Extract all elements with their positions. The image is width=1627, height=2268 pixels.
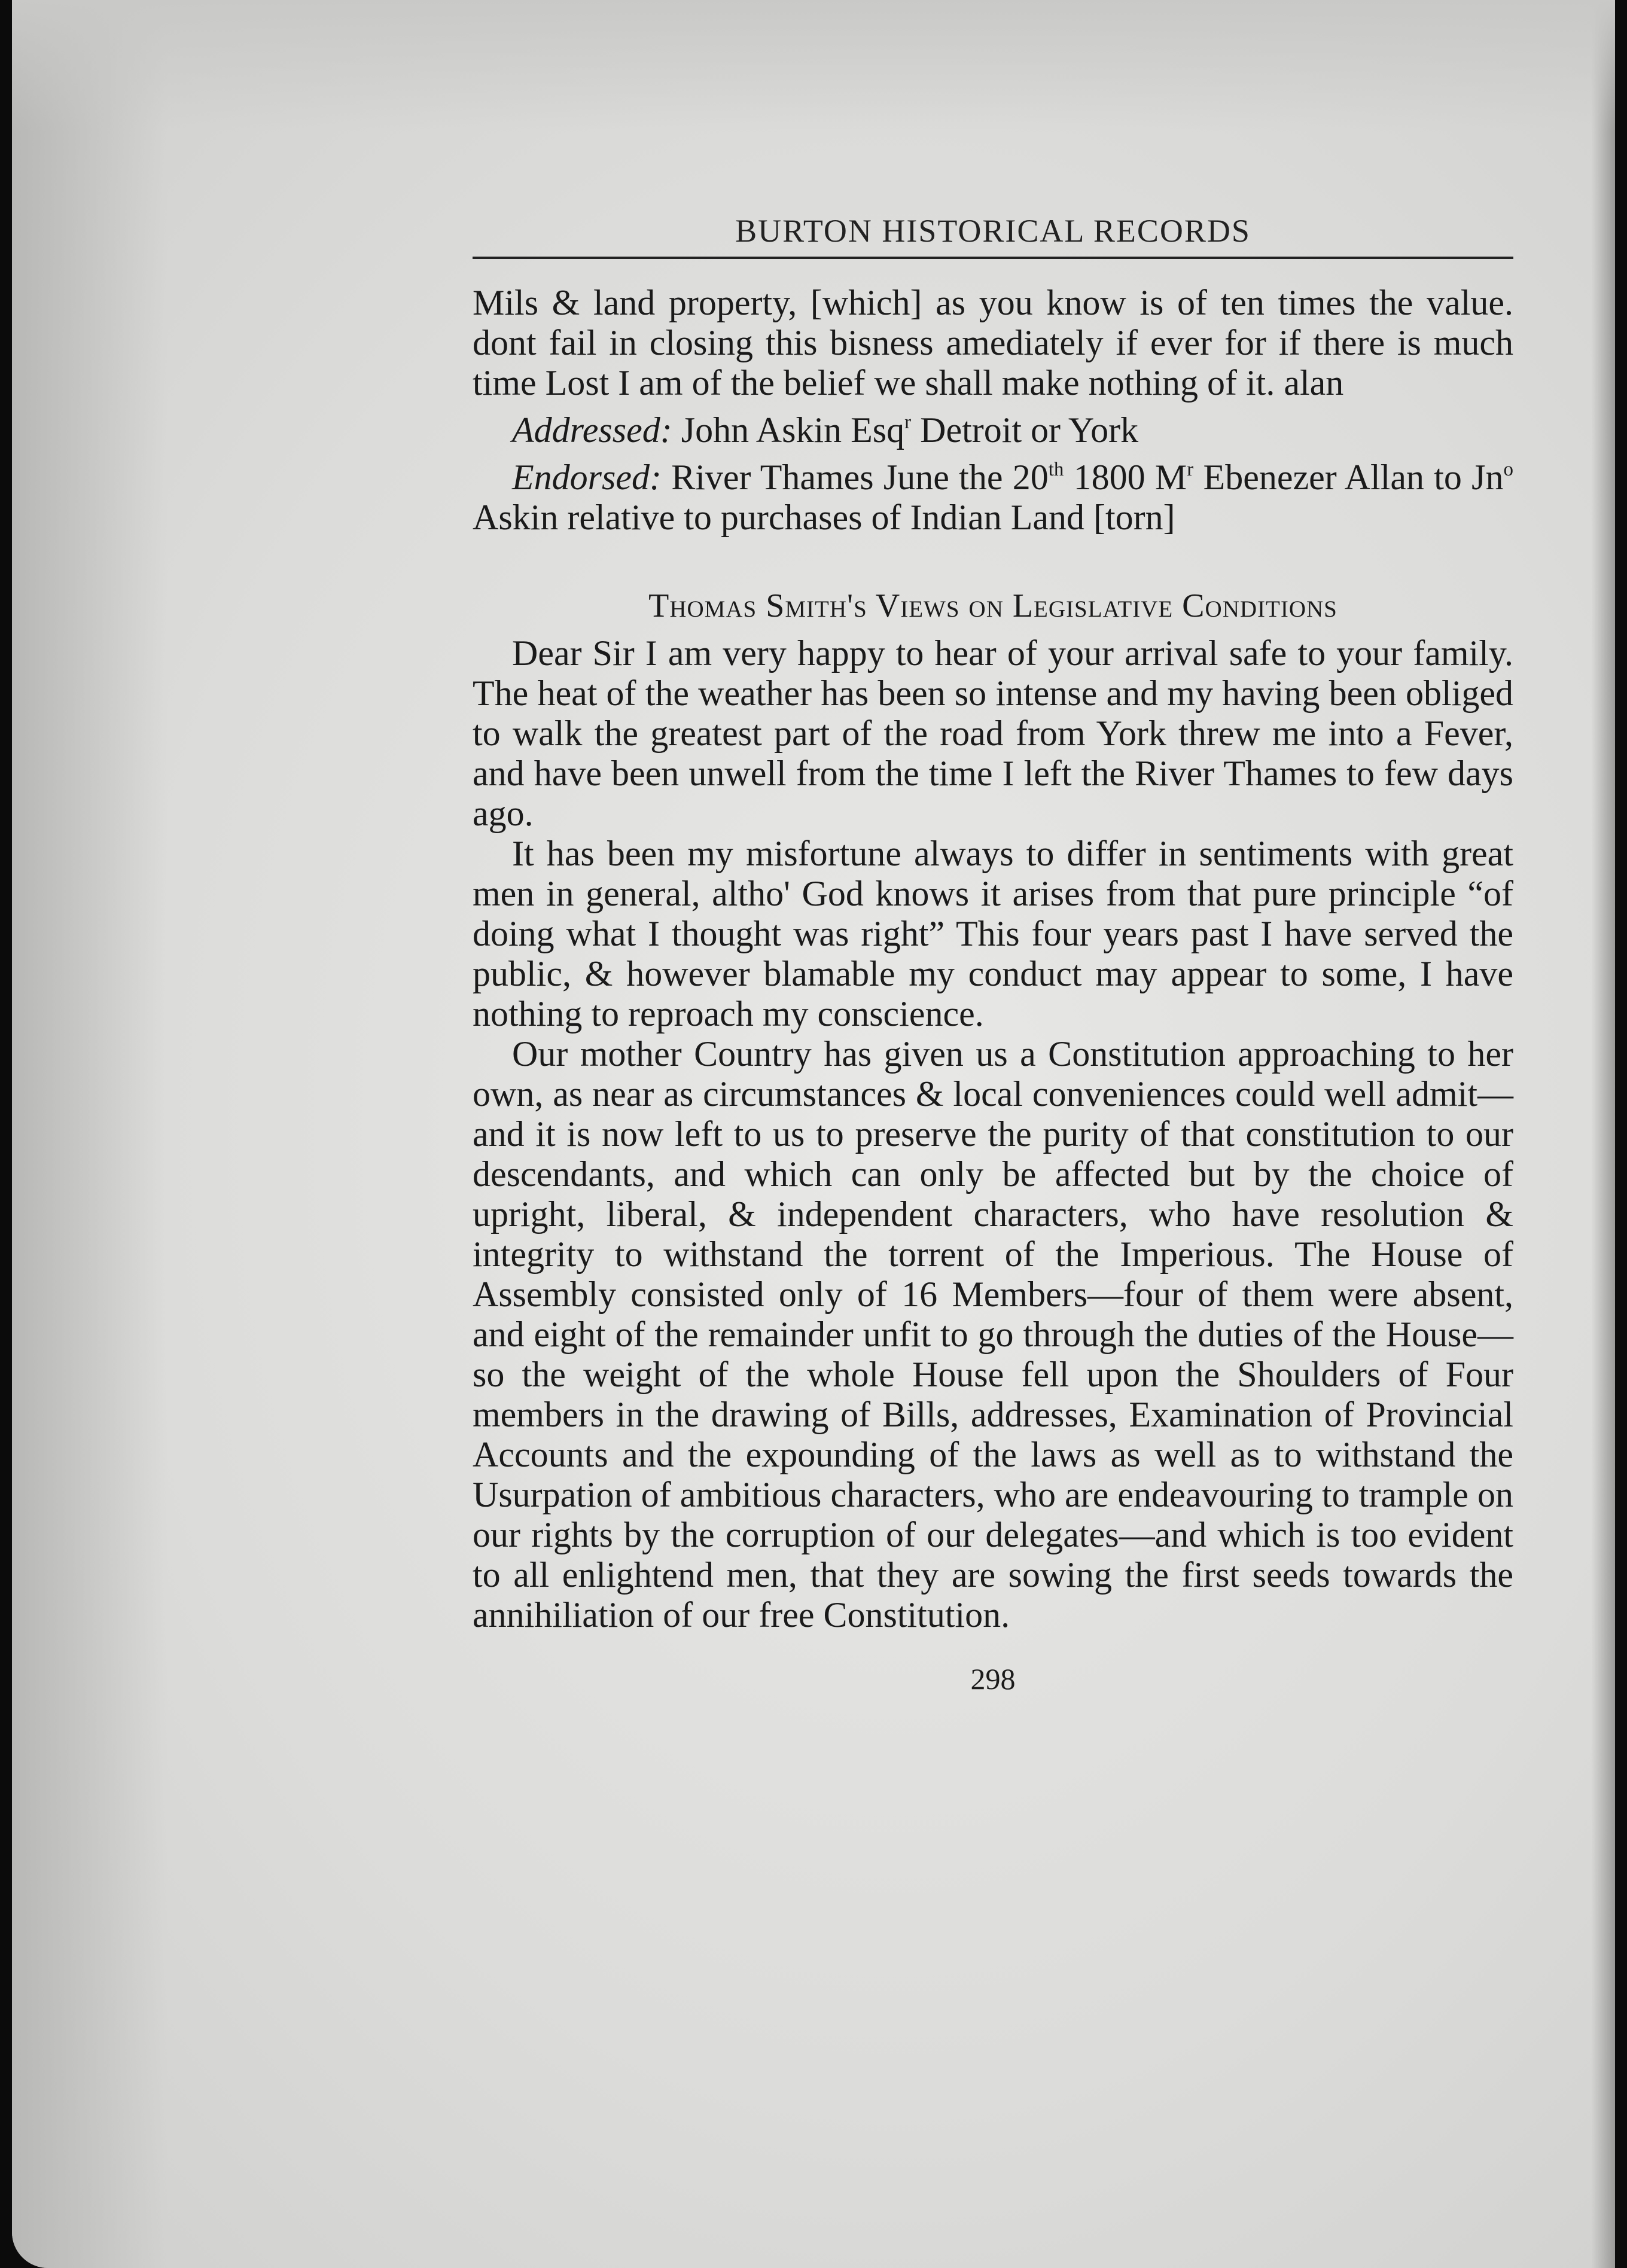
endorsed-note [473, 458, 1513, 538]
endorsed-sup1: th [1048, 458, 1064, 480]
addressed-text-after: Detroit or York [911, 410, 1139, 450]
endorsed-sup3: o [1503, 458, 1513, 480]
paragraph: It has been my misfortune always to differ in sentiments with great men in general, altho' God knows it arises from that pure principle “of doing what I thought was right” This four years past I have served the public, & however blamable my conduct may appear to some, I have nothing to reproach my conscience. [473, 834, 1513, 1034]
running-head: BURTON HISTORICAL RECORDS [473, 212, 1513, 259]
addressed-note [473, 410, 1513, 450]
addressed-sup: r [904, 411, 912, 433]
endorsed-part3: Ebenezer Allan to Jn [1193, 458, 1504, 497]
paragraph: Our mother Country has given us a Constitution approaching to her own, as near as circumstances & local conveniences could well admit—and it is now left to us to preserve the purity of that constitution to our descendants, and which can only be affected but by the choice of upright, liberal, & independent characters, who have resolution & integrity to withstand the torrent of the Imperious. The House of Assembly consisted only of 16 Members—four of them were absent, and eight of the remainder unfit to go through the duties of the House—so the weight of the whole House fell upon the Shoulders of Four members in the drawing of Bills, addresses, Examination of Provincial Accounts and the expounding of the laws as well as to withstand the Usurpation of ambitious characters, who are endeavouring to trample on our rights by the corruption of our delegates—and which is too evident to all enlightend men, that they are sowing the first seeds towards the annihiliation of our free Constitution. [473, 1034, 1513, 1635]
paragraph: Dear Sir I am very happy to hear of your arrival safe to your family. The heat of the weather has been so intense and my having been obliged to walk the greatest part of the road from York threw me into a Fever, and have been unwell from the time I left the River Thames to few days ago. [473, 633, 1513, 833]
continued-paragraph: Mils & land property, [which] as you know is of ten times the value. dont fail in closing this bisness amediately if ever for if there is much time Lost I am of the belief we shall make nothing of it. alan [473, 283, 1513, 403]
addressed-text-before: John Askin Esq [681, 410, 905, 450]
endorsed-part2: 1800 M [1064, 458, 1187, 497]
addressed-label: Addressed: [512, 410, 672, 450]
page-number: 298 [970, 1662, 1016, 1696]
endorsed-label: Endorsed: [512, 458, 662, 497]
page-edge-shadow [1591, 0, 1615, 2268]
page-content [473, 212, 1513, 1696]
endorsed-sup2: r [1187, 458, 1194, 480]
endorsed-part1: River Thames June the 20 [671, 458, 1049, 497]
endorsed-part4: Askin relative to purchases of Indian Land [torn] [473, 498, 1175, 537]
section-title: Thomas Smith's Views on Legislative Conditions [648, 587, 1337, 624]
book-page [12, 0, 1615, 2268]
